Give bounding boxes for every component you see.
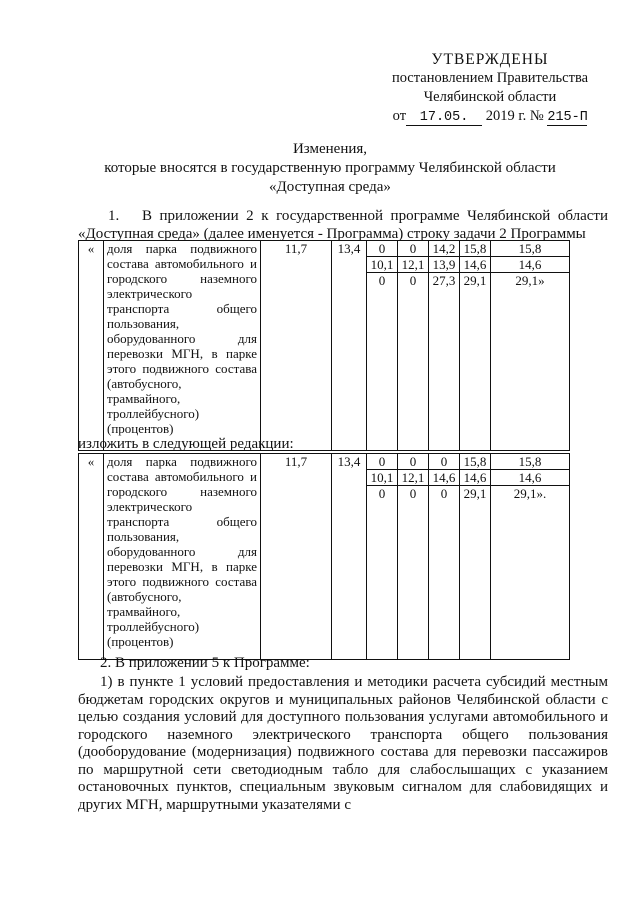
table-cell: 0 bbox=[398, 454, 429, 470]
baseline-value: 11,7 bbox=[261, 241, 332, 451]
table-cell: 29,1» bbox=[491, 273, 570, 289]
previous-value: 13,4 bbox=[332, 241, 367, 451]
table-cell: 14,6 bbox=[491, 470, 570, 486]
table-cell: 0 bbox=[367, 486, 398, 502]
heading-line-2: которые вносятся в государственную программу Челябинской области bbox=[104, 160, 556, 176]
table-cell: 14,2 bbox=[429, 241, 460, 257]
approval-line-2: Челябинской области bbox=[423, 89, 557, 105]
indicator-description: доля парка подвижного состава автомобильного и городского наземного электрического транспорта общего пользования, оборудованного для перевозки МГН, в парке этого подвижного состава (автобусного, трамвайного, троллейбусного) (процентов) bbox=[104, 454, 261, 660]
table-cell: 14,6 bbox=[460, 470, 491, 486]
table-cell: 29,1». bbox=[491, 486, 570, 502]
heading-line-3: «Доступная среда» bbox=[269, 179, 391, 195]
table-quote: « bbox=[79, 241, 104, 451]
table-cell: 10,1 bbox=[367, 470, 398, 486]
approval-block bbox=[360, 50, 620, 126]
table-cell: 15,8 bbox=[460, 241, 491, 257]
table-cell: 27,3 bbox=[429, 273, 460, 289]
table-row bbox=[79, 241, 570, 257]
table-cell: 0 bbox=[398, 241, 429, 257]
table-cell: 29,1 bbox=[460, 486, 491, 502]
table-old-version bbox=[78, 240, 570, 451]
table-cell: 14,6 bbox=[460, 257, 491, 273]
table-cell: 15,8 bbox=[491, 241, 570, 257]
table-quote: « bbox=[79, 454, 104, 660]
paragraph-2: 2. В приложении 5 к Программе: bbox=[100, 655, 310, 671]
table-cell: 0 bbox=[398, 273, 429, 289]
table-cell: 29,1 bbox=[460, 273, 491, 289]
approval-line-1: постановлением Правительства bbox=[391, 70, 589, 86]
year-text: 2019 г. № bbox=[485, 108, 544, 124]
table-cell: 14,6 bbox=[429, 470, 460, 486]
table-cell: 14,6 bbox=[491, 257, 570, 273]
table-new-version bbox=[78, 453, 570, 660]
table-cell: 15,8 bbox=[491, 454, 570, 470]
paragraph-1 bbox=[78, 208, 608, 243]
table-cell: 12,1 bbox=[398, 257, 429, 273]
baseline-value: 11,7 bbox=[261, 454, 332, 660]
decree-number: 215-П bbox=[547, 110, 588, 125]
table-cell: 0 bbox=[367, 454, 398, 470]
edit-instruction: изложить в следующей редакции: bbox=[78, 436, 294, 452]
table-cell: 13,9 bbox=[429, 257, 460, 273]
table-cell: 0 bbox=[429, 454, 460, 470]
approval-date-line bbox=[360, 107, 620, 126]
document-heading bbox=[80, 140, 580, 197]
table-cell: 0 bbox=[367, 241, 398, 257]
paragraph-1-number: 1. bbox=[108, 208, 120, 224]
date-prefix: от bbox=[392, 108, 407, 124]
table-cell: 15,8 bbox=[460, 454, 491, 470]
indicator-description: доля парка подвижного состава автомобильного и городского наземного электрического транспорта общего пользования, оборудованного для перевозки МГН, в парке этого подвижного состава (автобусного, трамвайного, троллейбусного) (процентов) bbox=[104, 241, 261, 451]
table-row bbox=[79, 454, 570, 470]
heading-line-1: Изменения, bbox=[292, 141, 368, 157]
table-cell: 0 bbox=[429, 486, 460, 502]
date-value: 17.05. bbox=[406, 111, 482, 126]
table-cell: 0 bbox=[367, 273, 398, 289]
paragraph-3 bbox=[78, 674, 608, 814]
paragraph-1-text: В приложении 2 к государственной программе Челябинской области «Доступная среда» (далее именуется - Программа) строку задачи 2 Программы bbox=[78, 208, 608, 242]
table-cell: 10,1 bbox=[367, 257, 398, 273]
paragraph-3-text: 1) в пункте 1 условий предоставления и методики расчета субсидий местным бюджетам городских округов и муниципальных районов Челябинской области с целью создания условий для доступного пользования услугами автомобильного и городского наземного электрического транспорта общего пользования (дооборудование (модернизация) подвижного состава для перевозки пассажиров по маршрутной сети светодиодным табло для слабослышащих с указанием остановочных пунктов, специальным звуковым сигналом для слабовидящих и других МГН, маршрутными указателями с bbox=[78, 674, 608, 813]
previous-value: 13,4 bbox=[332, 454, 367, 660]
approval-title: УТВЕРЖДЕНЫ bbox=[431, 51, 549, 68]
table-cell: 0 bbox=[398, 486, 429, 502]
table-cell: 12,1 bbox=[398, 470, 429, 486]
